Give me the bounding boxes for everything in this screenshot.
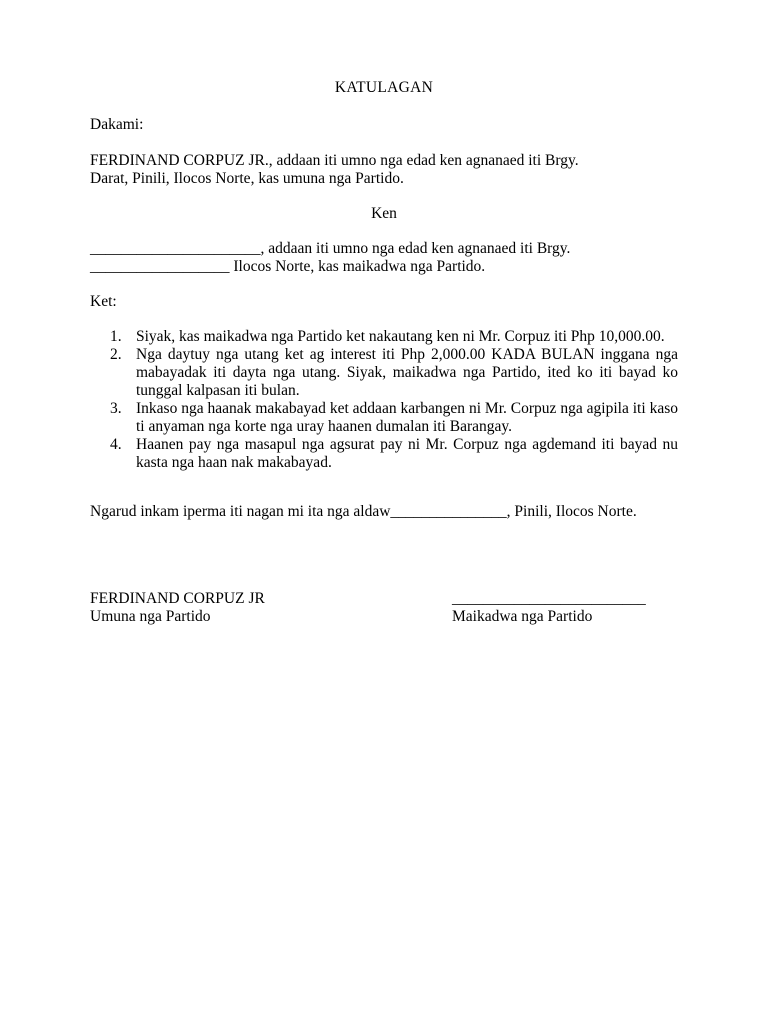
ket-label: Ket: [90,293,117,310]
party1-line2: Darat, Pinili, Ilocos Norte, kas umuna nga Partido. [90,170,404,187]
list-item [90,328,678,346]
greeting: Dakami: [90,116,144,133]
party2-line1: ______________________, addaan iti umno nga edad ken agnanaed iti Brgy. [90,240,571,257]
terms-list [90,328,678,472]
term-text: Inkaso nga haanak makabayad ket addaan karbangen ni Mr. Corpuz nga agipila iti kaso ti anyaman nga korte nga uray haanen dumalan iti Barangay. [136,400,678,435]
party1-paragraph [90,152,678,188]
conjunction: Ken [371,205,397,222]
party2-line2: __________________ Ilocos Norte, kas maikadwa nga Partido. [90,258,486,275]
signature-line: _________________________ [452,590,646,607]
document-title: KATULAGAN [334,79,434,96]
list-item [90,346,678,400]
term-text: Siyak, kas maikadwa nga Partido ket nakautang ken ni Mr. Corpuz iti Php 10,000.00. [136,328,665,345]
term-number: 1. [110,328,122,345]
term-number: 2. [110,346,122,363]
list-item [90,436,678,472]
term-number: 3. [110,400,122,417]
party1-line1: FERDINAND CORPUZ JR., addaan iti umno nga edad ken agnanaed iti Brgy. [90,152,579,169]
signatory-name: FERDINAND CORPUZ JR [90,590,265,607]
term-text: Haanen pay nga masapul nga agsurat pay ni Mr. Corpuz nga agdemand iti bayad nu kasta nga haan nak makabayad. [136,436,678,471]
signature-right [452,590,646,626]
list-item [90,400,678,436]
closing-paragraph: Ngarud inkam iperma iti nagan mi ita nga aldaw_______________, Pinili, Ilocos Norte. [90,503,637,520]
term-text: Nga daytuy nga utang ket ag interest iti Php 2,000.00 KADA BULAN inggana nga mabayadak iti dayta nga utang. Siyak, maikadwa nga Partido, ited ko iti bayad ko tunggal kalpasan iti bulan. [136,346,678,399]
signature-left [90,590,265,626]
term-number: 4. [110,436,122,453]
party2-paragraph [90,240,678,276]
signatory-role: Umuna nga Partido [90,608,211,625]
signatory-role: Maikadwa nga Partido [452,608,593,625]
